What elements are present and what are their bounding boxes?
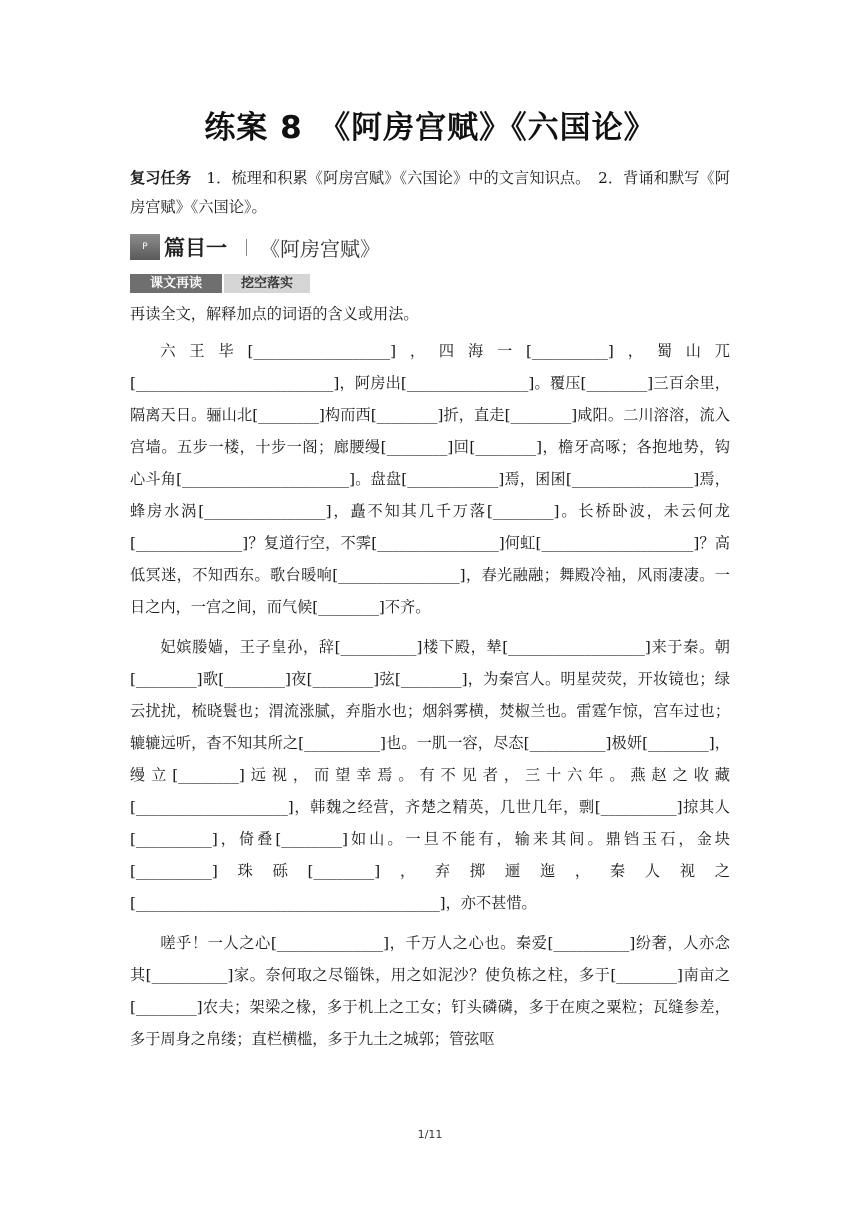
passage-paragraph: 六王毕[__________________]，四海一[__________]，蜀山兀[__________________________]，阿房出[________________]。覆压[________]三百余里，隔离天日。骊山北[________]构而西[________]折，直走[________]咸阳。二川溶溶，流入宫墙。五步一楼，十步一阁；廊腰缦[________]回[________]，檐牙高啄；各抱地势，钩心斗角[______________________]。盘盘[____________]焉，囷囷[________________]焉，蜂房水涡[________________]，矗不知其几千万落[________]。长桥卧波，未云何龙[______________]？复道行空，不霁[________________]何虹[____________________]？高低冥迷，不知西东。歌台暖响[________________]，春光融融；舞殿冷袖，风雨凄凄。一日之内，一宫之间，而气候[________]不齐。 (130, 342, 730, 616)
section-divider (246, 239, 247, 256)
review-task (130, 164, 730, 222)
review-task-label: 复习任务 (130, 169, 192, 187)
tag-primary: 课文再读 (130, 274, 222, 293)
tag-secondary: 挖空落实 (224, 274, 310, 293)
page-number: 1/11 (417, 1128, 443, 1141)
exercise-instruction: 再读全文，解释加点的词语的含义或用法。 (130, 305, 419, 323)
passage-paragraph: 妃嫔媵嫱，王子皇孙，辞[__________]楼下殿，辇[__________________]来于秦。朝[________]歌[________]夜[________]弦[________]，为秦宫人。明星荧荧，开妆镜也；绿云扰扰，梳晓鬟也；渭流涨腻，弃脂水也；烟斜雾横，焚椒兰也。雷霆乍惊，宫车过也；辘辘远听，杳不知其所之[__________]也。一肌一容，尽态[__________]极妍[________]，缦立[________]远视，而望幸焉。有不见者，三十六年。燕赵之收藏[____________________]，韩魏之经营，齐楚之精英，几世几年，剽[__________]掠其人[__________]，倚叠[________]如山。一旦不能有，输来其间。鼎铛玉石，金块[__________]珠砾[________]，弃掷逦迤，秦人视之[________________________________________]，亦不甚惜。 (130, 638, 730, 912)
section-label: 篇目一 (164, 236, 227, 260)
section-title: 《阿房宫赋》 (260, 237, 380, 261)
review-task-text: 1．梳理和积累《阿房宫赋》《六国论》中的文言知识点。 2．背诵和默写《阿房宫赋》《六国论》。 (130, 169, 730, 216)
passage-text (130, 335, 730, 1063)
section-badge-icon: P (130, 234, 160, 260)
subsection-tag (130, 274, 310, 293)
passage-paragraph: 嗟乎！一人之心[______________]，千万人之心也。秦爱[__________]纷奢，人亦念其[__________]家。奈何取之尽锱铢，用之如泥沙？使负栋之柱，多于[________]南亩之[________]农夫；架梁之椽，多于机上之工女；钉头磷磷，多于在庾之粟粒；瓦缝参差，多于周身之帛缕；直栏横槛，多于九土之城郭；管弦呕 (130, 934, 730, 1048)
page-title: 练案 8 《阿房宫赋》《六国论》 (204, 110, 656, 146)
section-heading (130, 232, 490, 262)
